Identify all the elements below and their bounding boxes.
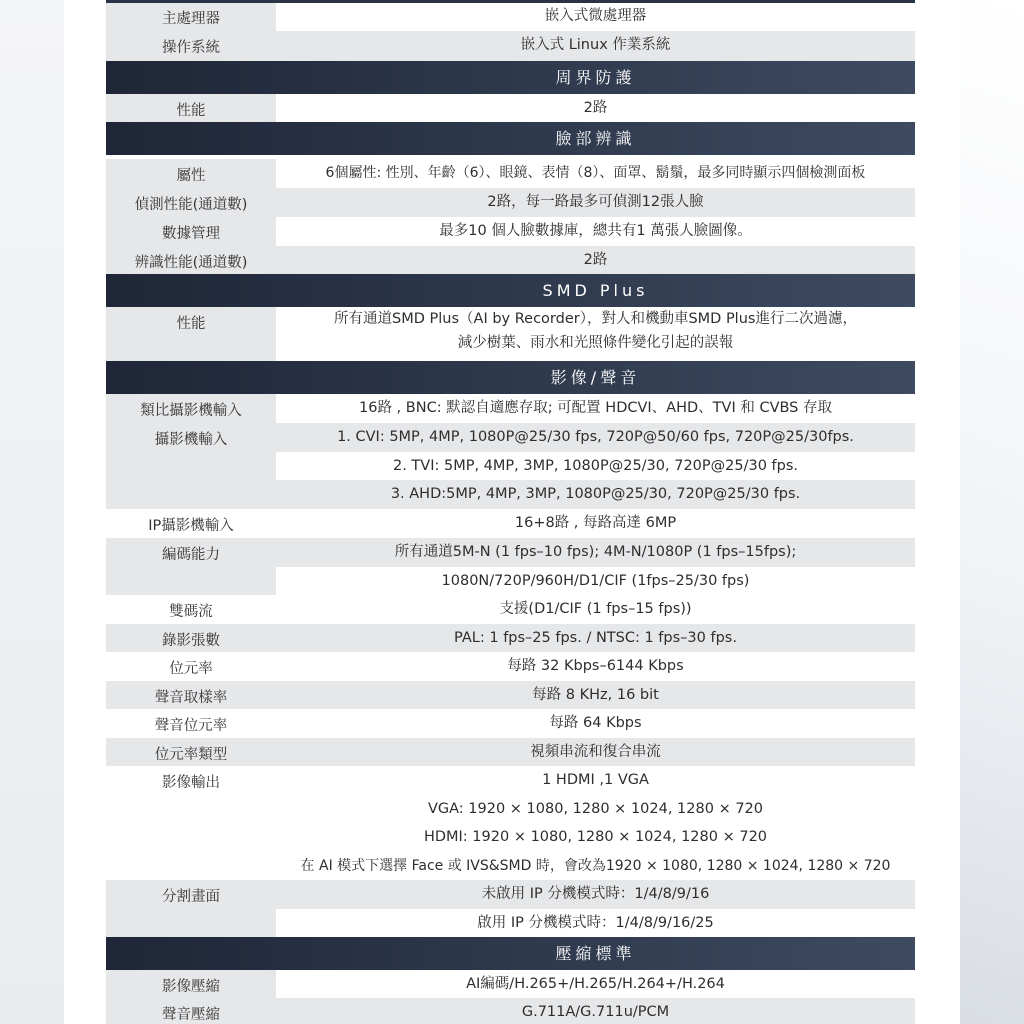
spec-row-smd-perf: [106, 307, 915, 361]
spec-label: 屬性: [106, 159, 276, 188]
spec-value-line: 1080N/720P/960H/D1/CIF (1fps–25/30 fps): [276, 567, 915, 596]
spec-value: [276, 970, 915, 998]
spec-row-audio-bitrate: [106, 709, 915, 738]
spec-label: 影像壓縮: [106, 970, 276, 998]
spec-value: [276, 681, 915, 709]
spec-value-line: 嵌入式微處理器: [276, 3, 915, 31]
spec-value: [276, 423, 915, 509]
spec-label: 編碼能力: [106, 538, 276, 595]
spec-value: [276, 509, 915, 538]
section-header-text: 壓縮標準: [555, 944, 636, 963]
spec-value: [276, 246, 915, 274]
spec-row-split: [106, 880, 915, 937]
spec-value-line: 所有通道SMD Plus（AI by Recorder），對人和機動車SMD Plus進行二次過濾，: [334, 311, 857, 327]
section-header-text: 臉部辨識: [555, 129, 636, 148]
spec-row-cam-in: [106, 423, 915, 509]
spec-value-line: 1. CVI: 5MP, 4MP, 1080P@25/30 fps, 720P@50/60 fps, 720P@25/30fps.: [276, 423, 915, 452]
spec-value-line: 最多10 個人臉數據庫，總共有1 萬張人臉圖像。: [276, 217, 915, 246]
spec-label: 操作系統: [106, 31, 276, 61]
spec-label: IP攝影機輸入: [106, 509, 276, 538]
section-header-compression: [106, 937, 915, 970]
spec-label: 雙碼流: [106, 595, 276, 624]
spec-value-line: 所有通道5M-N (1 fps–10 fps); 4M-N/1080P (1 fps–15fps);: [276, 538, 915, 567]
spec-value-line: 視頻串流和復合串流: [530, 744, 661, 760]
section-header-text: SMD Plus: [542, 281, 649, 300]
spec-value-line: 6個屬性: 性別、年齡（6）、眼鏡、表情（8）、面罩、鬍鬚，最多同時顯示四個檢測面板: [276, 159, 915, 188]
spec-row-os: [106, 31, 915, 61]
spec-label: 聲音位元率: [106, 709, 276, 738]
spec-value-line: 2. TVI: 5MP, 4MP, 3MP, 1080P@25/30, 720P@25/30 fps.: [276, 452, 915, 481]
spec-label: 主處理器: [106, 3, 276, 31]
spec-label: 錄影張數: [106, 624, 276, 652]
spec-label: 攝影機輸入: [106, 423, 276, 509]
spec-value: [276, 394, 915, 423]
spec-value-line: 未啟用 IP 分機模式時：1/4/8/9/16: [276, 880, 915, 909]
spec-value-line: 2路: [276, 94, 915, 123]
spec-row-encode: [106, 538, 915, 595]
spec-value-line: HDMI: 1920 × 1080, 1280 × 1024, 1280 × 720: [423, 829, 768, 845]
section-header-text: 周界防護: [555, 68, 636, 87]
spec-label: 類比攝影機輸入: [106, 394, 276, 423]
spec-row-ip-in: [106, 509, 915, 538]
spec-row-analog-in: [106, 394, 915, 423]
spec-value: [276, 880, 915, 937]
spec-value: [276, 3, 915, 31]
spec-value: [276, 738, 915, 766]
spec-value-line: 16路 , BNC: 默認自適應存取; 可配置 HDCVI、AHD、TVI 和 CVBS 存取: [276, 394, 915, 423]
section-header-text: 影像/聲音: [550, 368, 641, 387]
spec-value-line: 在 AI 模式下選擇 Face 或 IVS&SMD 時，會改為1920 × 1080, 1280 × 1024, 1280 × 720: [300, 857, 891, 874]
spec-value: [276, 188, 915, 217]
spec-label: 性能: [106, 307, 276, 361]
spec-row-bitrate-type: [106, 738, 915, 766]
spec-label: 聲音壓縮: [106, 998, 276, 1024]
spec-row-face-attr: [106, 159, 915, 188]
spec-value: [276, 624, 915, 652]
spec-row-face-data: [106, 217, 915, 246]
spec-value-line: 嵌入式 Linux 作業系統: [520, 37, 671, 53]
spec-value: [276, 94, 915, 122]
spec-row-bitrate: [106, 652, 915, 681]
spec-value-line: 支援(D1/CIF (1 fps–15 fps)): [276, 595, 915, 624]
spec-value-line: 16+8路 , 每路高達 6MP: [276, 509, 915, 538]
spec-row-face-detect: [106, 188, 915, 217]
spec-label: 聲音取樣率: [106, 681, 276, 709]
right-background: [960, 0, 1024, 1024]
spec-value: [276, 217, 915, 246]
spec-row-frame-rate: [106, 624, 915, 652]
spec-value-line: PAL: 1 fps–25 fps. / NTSC: 1 fps–30 fps.: [454, 630, 737, 646]
spec-value-line: 2路: [583, 252, 608, 268]
spec-label: 性能: [106, 94, 276, 122]
spec-row-video-out: [106, 766, 915, 880]
spec-value: [276, 652, 915, 681]
section-header-av: [106, 361, 915, 394]
spec-label: 數據管理: [106, 217, 276, 246]
spec-value-line: 每路 32 Kbps–6144 Kbps: [276, 652, 915, 681]
spec-value-line: 每路 8 KHz, 16 bit: [532, 687, 659, 703]
spec-label: 辨識性能(通道數): [106, 246, 276, 274]
spec-value-line: 啟用 IP 分機模式時：1/4/8/9/16/25: [276, 909, 915, 938]
spec-value: [276, 31, 915, 61]
spec-value: [276, 307, 915, 361]
spec-value: [276, 595, 915, 624]
spec-value: [276, 709, 915, 738]
spec-value-line: 3. AHD:5MP, 4MP, 3MP, 1080P@25/30, 720P@25/30 fps.: [276, 480, 915, 509]
spec-value-line: 每路 64 Kbps: [276, 709, 915, 738]
spec-row-perimeter-perf: [106, 94, 915, 122]
spec-value: [276, 998, 915, 1024]
spec-value-line: 1 HDMI ,1 VGA: [542, 772, 649, 788]
section-header-smd: [106, 274, 915, 307]
spec-value-line: G.711A/G.711u/PCM: [521, 1004, 670, 1020]
spec-row-face-recog: [106, 246, 915, 274]
spec-value: [276, 159, 915, 188]
spec-row-processor: [106, 3, 915, 31]
spec-value: [276, 766, 915, 880]
spec-label: 影像輸出: [106, 766, 276, 880]
spec-table: [106, 0, 915, 1024]
section-header-face: [106, 122, 915, 155]
spec-label: 位元率類型: [106, 738, 276, 766]
spec-value-line: 2路，每一路最多可偵測12張人臉: [487, 194, 704, 210]
spec-row-audio-comp: [106, 998, 915, 1024]
spec-value-line: 減少樹葉、雨水和光照條件變化引起的誤報: [457, 335, 734, 351]
spec-row-dual-stream: [106, 595, 915, 624]
spec-row-video-comp: [106, 970, 915, 998]
spec-value-line: VGA: 1920 × 1080, 1280 × 1024, 1280 × 720: [427, 800, 764, 817]
left-background: [0, 0, 64, 1024]
spec-row-audio-sample: [106, 681, 915, 709]
spec-label: 分割畫面: [106, 880, 276, 937]
spec-value-line: AI編碼/H.265+/H.265/H.264+/H.264: [276, 970, 915, 999]
spec-label: 偵測性能(通道數): [106, 188, 276, 217]
section-header-perimeter: [106, 61, 915, 94]
spec-value: [276, 538, 915, 595]
spec-label: 位元率: [106, 652, 276, 681]
